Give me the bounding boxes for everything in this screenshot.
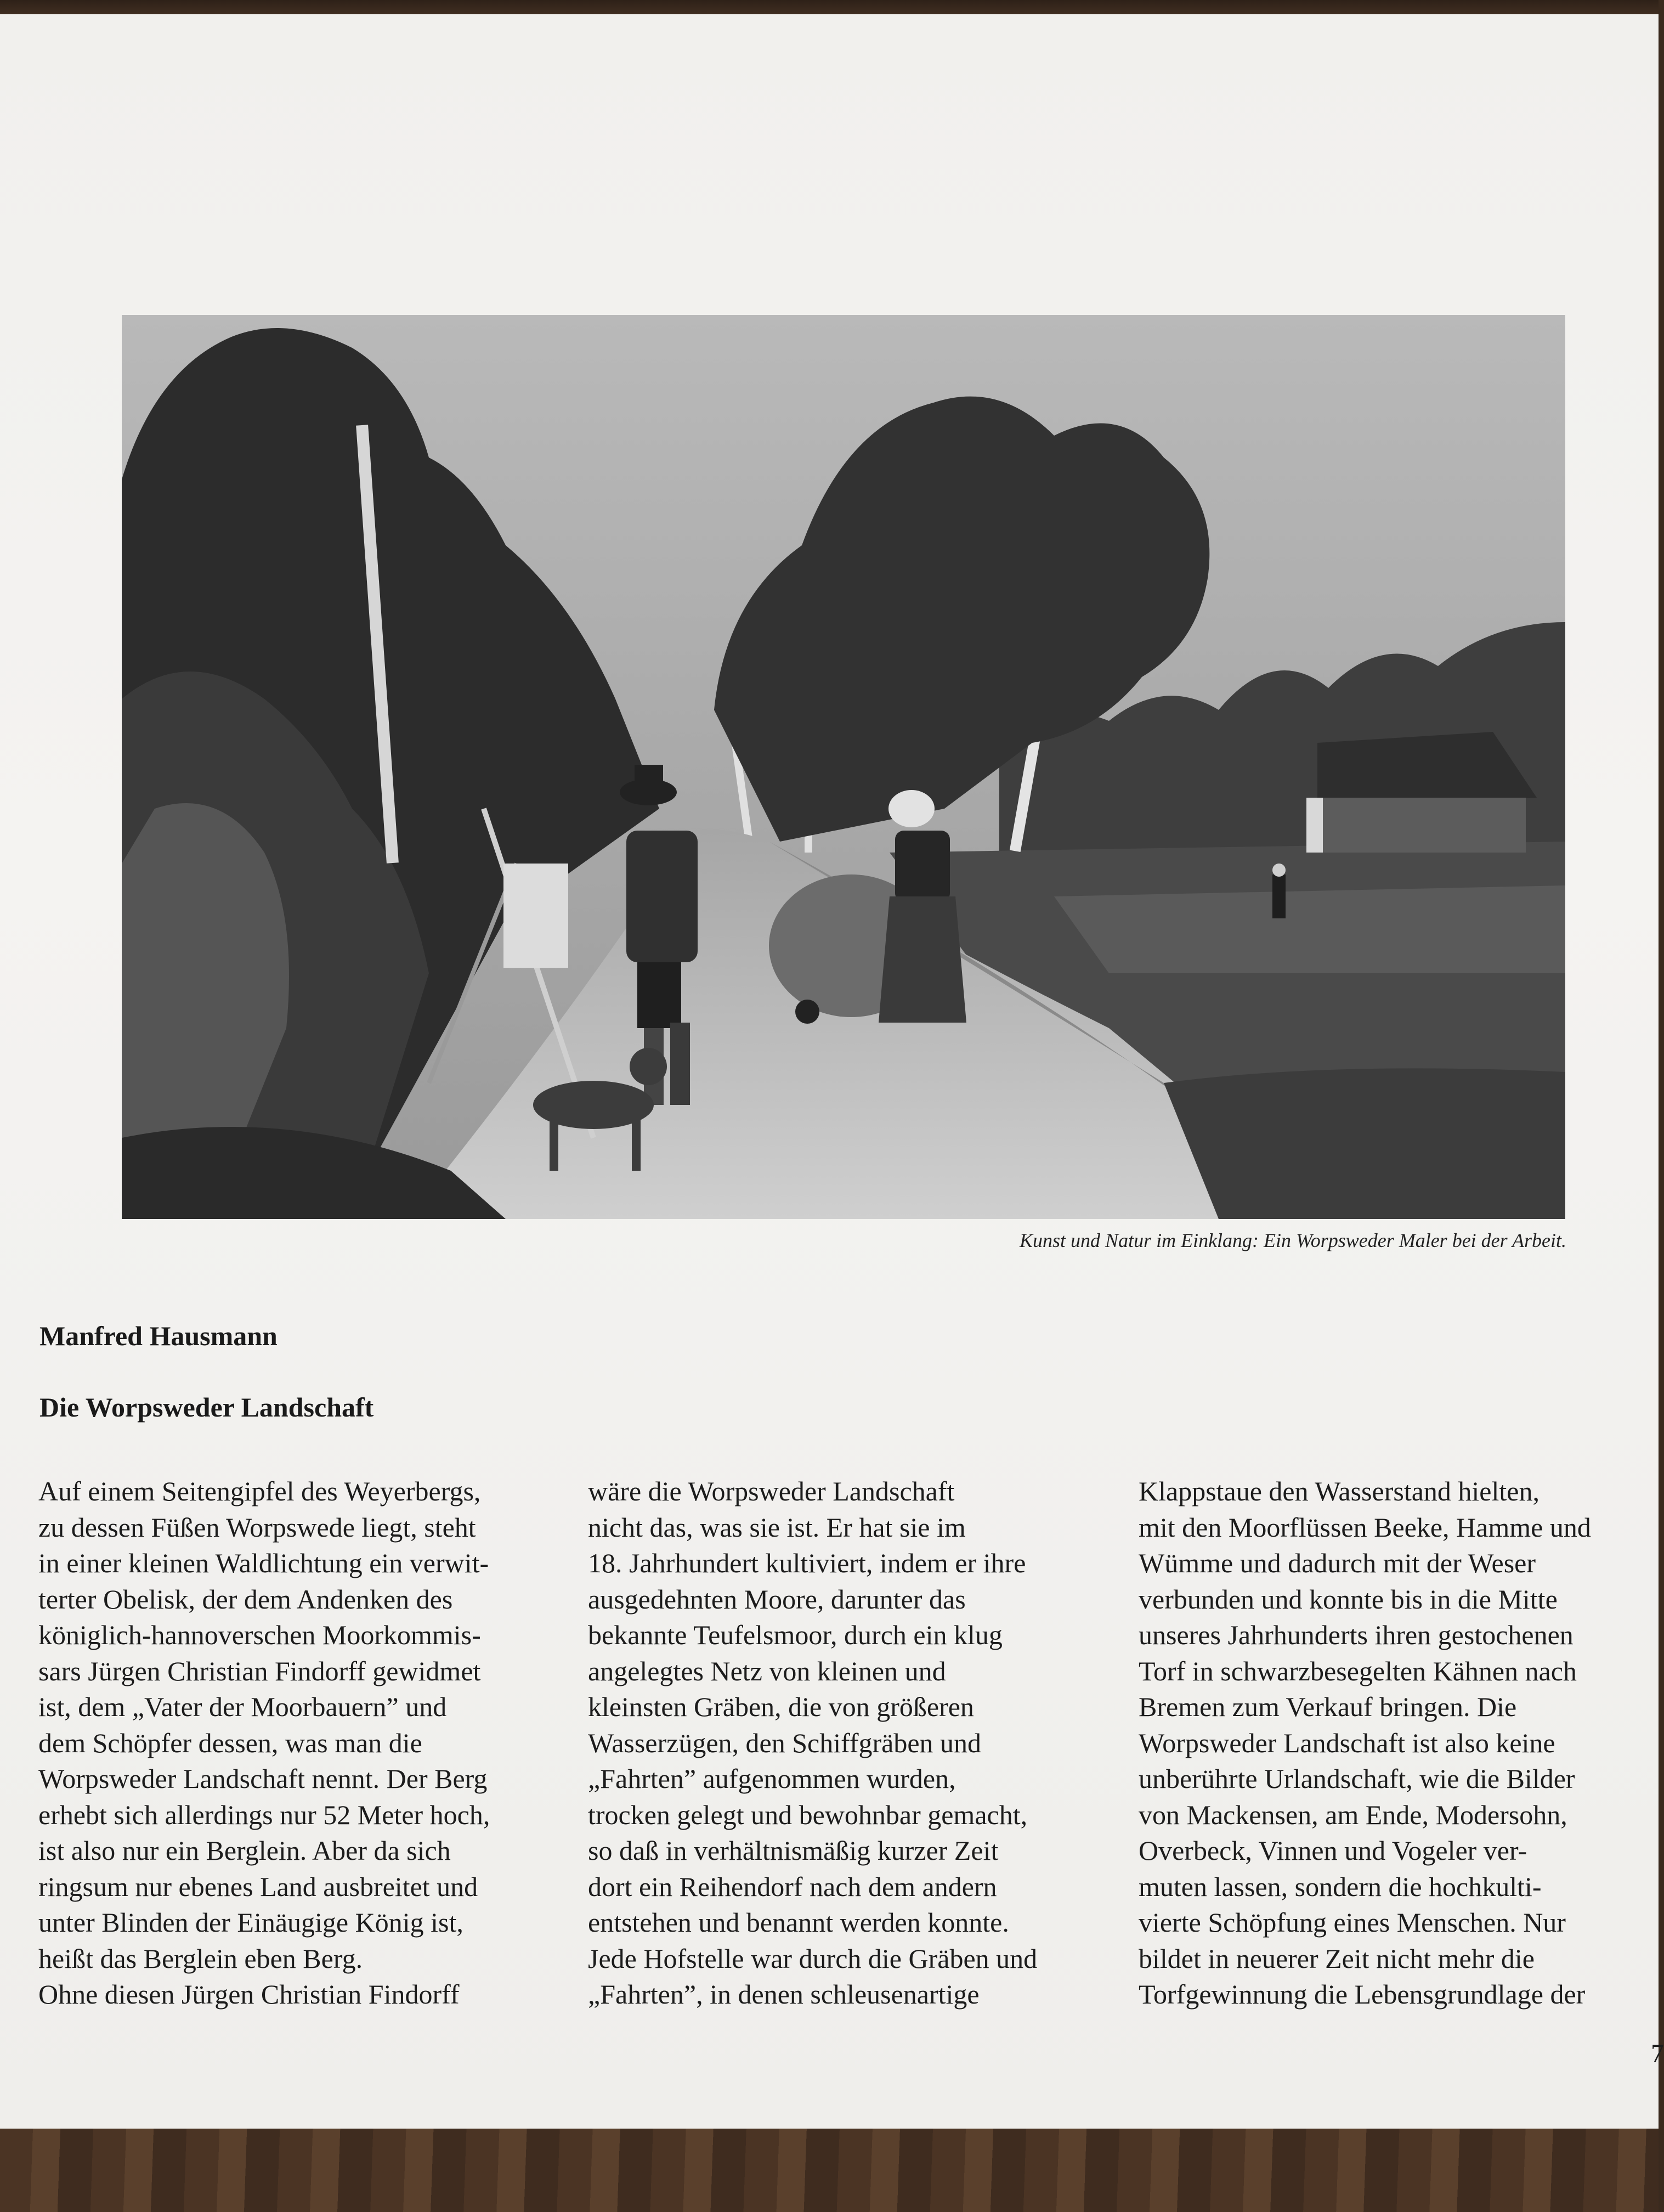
text-line: Klappstaue den Wasserstand hielten, bbox=[1139, 1476, 1540, 1506]
text-line: Bremen zum Verkauf bringen. Die bbox=[1139, 1691, 1517, 1722]
text-line: entstehen und benannt werden konnte. bbox=[588, 1907, 1009, 1938]
table-surface-bottom bbox=[0, 2129, 1659, 2212]
text-line: trocken gelegt und bewohnbar gemacht, bbox=[588, 1799, 1028, 1830]
text-line: ringsum nur ebenes Land ausbreitet und bbox=[38, 1871, 478, 1902]
text-line: Wasserzügen, den Schiffgräben und bbox=[588, 1727, 982, 1758]
text-line: Worpsweder Landschaft ist also keine bbox=[1139, 1727, 1555, 1758]
text-line: zu dessen Füßen Worpswede liegt, steht bbox=[38, 1511, 476, 1543]
text-line: 18. Jahrhundert kultiviert, indem er ihre bbox=[588, 1548, 1026, 1578]
text-line: heißt das Berglein eben Berg. bbox=[38, 1943, 363, 1974]
text-line: unter Blinden der Einäugige König ist, bbox=[38, 1907, 463, 1938]
text-line: „Fahrten”, in denen schleusenartige bbox=[588, 1979, 980, 2010]
text-line: terter Obelisk, der dem Andenken des bbox=[38, 1583, 453, 1615]
text-line: bekannte Teufelsmoor, durch ein klug bbox=[588, 1620, 1003, 1650]
text-line: nicht das, was sie ist. Er hat sie im bbox=[588, 1511, 966, 1543]
text-line: Auf einem Seitengipfel des Weyerbergs, bbox=[38, 1476, 481, 1506]
text-line: dem Schöpfer dessen, was man die bbox=[38, 1727, 422, 1758]
text-line: ist, dem „Vater der Moorbauern” und bbox=[38, 1691, 447, 1722]
text-line: unberührte Urlandschaft, wie die Bilder bbox=[1139, 1763, 1575, 1794]
text-line: Jede Hofstelle war durch die Gräben und bbox=[588, 1943, 1038, 1974]
text-line: muten lassen, sondern die hochkulti- bbox=[1139, 1871, 1542, 1902]
text-line: dort ein Reihendorf nach dem andern bbox=[588, 1871, 997, 1902]
photo-caption: Kunst und Natur im Einklang: Ein Worpsweder Maler bei der Arbeit. bbox=[1020, 1229, 1566, 1251]
text-line: königlich-hannoverschen Moorkommis- bbox=[38, 1620, 481, 1650]
text-line: Overbeck, Vinnen und Vogeler ver- bbox=[1139, 1835, 1527, 1866]
text-line: Torf in schwarzbesegelten Kähnen nach bbox=[1139, 1655, 1577, 1686]
text-line: Wümme und dadurch mit der Weser bbox=[1139, 1548, 1536, 1578]
article-title: Die Worpsweder Landschaft bbox=[39, 1392, 374, 1423]
page-number: 7 bbox=[1651, 2039, 1664, 2068]
text-column-2 bbox=[588, 1474, 1037, 2013]
text-column-3 bbox=[1139, 1474, 1591, 2013]
text-line: bildet in neuerer Zeit nicht mehr die bbox=[1139, 1943, 1535, 1974]
text-line: Worpsweder Landschaft nennt. Der Berg bbox=[38, 1763, 488, 1794]
book-page bbox=[0, 14, 1664, 2130]
text-line: ist also nur ein Berglein. Aber da sich bbox=[38, 1835, 451, 1866]
text-line: unseres Jahrhunderts ihren gestochenen bbox=[1139, 1620, 1574, 1650]
text-line: verbunden und konnte bis in die Mitte bbox=[1139, 1583, 1558, 1615]
text-column-1 bbox=[38, 1474, 490, 2013]
author-name: Manfred Hausmann bbox=[39, 1321, 278, 1351]
text-line: erhebt sich allerdings nur 52 Meter hoch, bbox=[38, 1799, 490, 1830]
text-line: Torfgewinnung die Lebensgrundlage der bbox=[1139, 1979, 1586, 2010]
text-line: von Mackensen, am Ende, Modersohn, bbox=[1139, 1799, 1567, 1830]
landscape-photo-icon bbox=[122, 315, 1565, 1219]
text-line: wäre die Worpsweder Landschaft bbox=[588, 1476, 955, 1506]
text-line: so daß in verhältnismäßig kurzer Zeit bbox=[588, 1835, 999, 1866]
text-line: mit den Moorflüssen Beeke, Hamme und bbox=[1139, 1511, 1591, 1543]
text-line: „Fahrten” aufgenommen wurden, bbox=[588, 1763, 956, 1794]
text-line: Ohne diesen Jürgen Christian Findorff bbox=[38, 1979, 460, 2010]
text-line: sars Jürgen Christian Findorff gewidmet bbox=[38, 1655, 481, 1686]
text-line: in einer kleinen Waldlichtung ein verwit- bbox=[38, 1548, 489, 1578]
text-line: ausgedehnten Moore, darunter das bbox=[588, 1583, 966, 1615]
text-line: vierte Schöpfung eines Menschen. Nur bbox=[1139, 1907, 1566, 1938]
text-line: kleinsten Gräben, die von größeren bbox=[588, 1691, 974, 1722]
text-line: angelegtes Netz von kleinen und bbox=[588, 1655, 946, 1686]
